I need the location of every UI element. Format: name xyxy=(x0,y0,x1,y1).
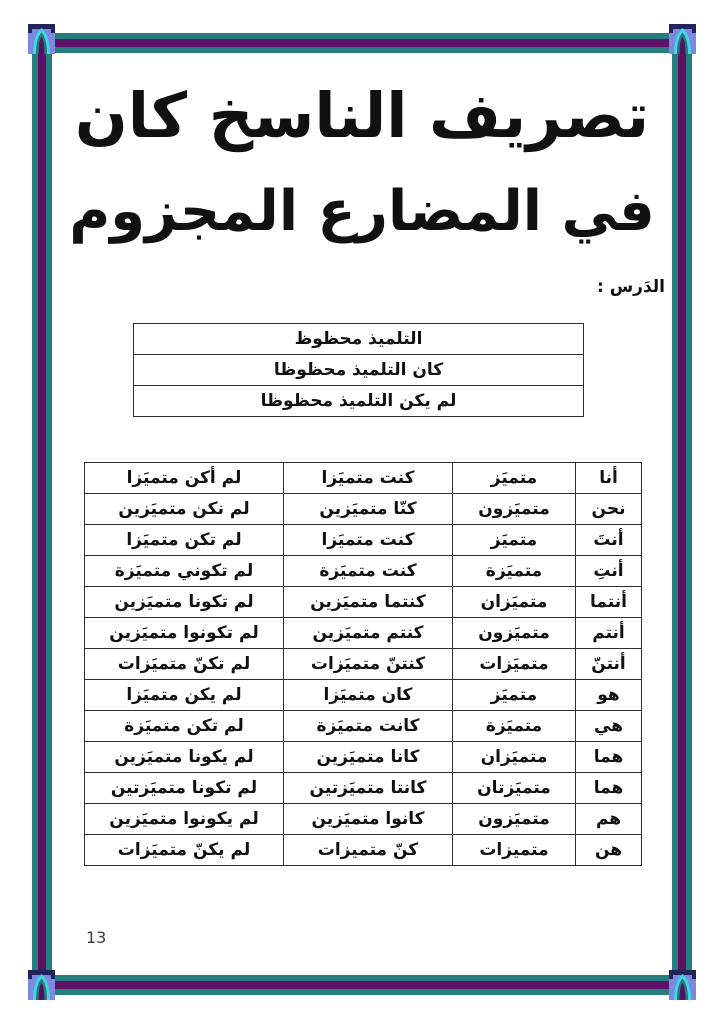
kana-cell: كانت متميَزة xyxy=(284,711,453,742)
kana-cell: كنتما متميَزين xyxy=(284,587,453,618)
pronoun-cell: أنتنّ xyxy=(576,649,642,680)
adjective-cell: متميَز xyxy=(453,680,576,711)
adjective-cell: متميَز xyxy=(453,463,576,494)
example-cell: كان التلميذ محظوظا xyxy=(134,355,584,386)
jussive-cell: لم تكن متميَزة xyxy=(85,711,284,742)
pronoun-cell: نحن xyxy=(576,494,642,525)
pronoun-cell: أنا xyxy=(576,463,642,494)
pronoun-cell: هي xyxy=(576,711,642,742)
adjective-cell: متميَزون xyxy=(453,494,576,525)
pronoun-cell: هما xyxy=(576,742,642,773)
kana-cell: كانتا متميَزتين xyxy=(284,773,453,804)
adjective-cell: متميَزة xyxy=(453,711,576,742)
table-row xyxy=(85,587,642,618)
page-number: 13 xyxy=(86,928,107,947)
page-title xyxy=(0,66,724,258)
pronoun-cell: هما xyxy=(576,773,642,804)
kana-cell: كنّا متميَزين xyxy=(284,494,453,525)
jussive-cell: لم تكونا متميَزتين xyxy=(85,773,284,804)
jussive-cell: لم نكن متميَزين xyxy=(85,494,284,525)
adjective-cell: متميَزون xyxy=(453,804,576,835)
conjugation-table xyxy=(84,462,642,866)
pronoun-cell: هم xyxy=(576,804,642,835)
kana-cell: كنت متميَزة xyxy=(284,556,453,587)
jussive-cell: لم تكن متميَزا xyxy=(85,525,284,556)
pronoun-cell: أنتِ xyxy=(576,556,642,587)
corner-ornament-icon xyxy=(669,24,696,54)
pronoun-cell: أنتم xyxy=(576,618,642,649)
table-row xyxy=(85,525,642,556)
adjective-cell: متميزات xyxy=(453,835,576,866)
border-band-top xyxy=(54,33,672,53)
kana-cell: كنت متميَزا xyxy=(284,463,453,494)
kana-cell: كانوا متميَزين xyxy=(284,804,453,835)
adjective-cell: متميَزتان xyxy=(453,773,576,804)
jussive-cell: لم يكن متميَزا xyxy=(85,680,284,711)
jussive-cell: لم يكونا متميَزين xyxy=(85,742,284,773)
jussive-cell: لم تكونا متميَزين xyxy=(85,587,284,618)
example-cell: التلميذ محظوظ xyxy=(134,324,584,355)
example-row xyxy=(134,355,584,386)
table-row xyxy=(85,835,642,866)
table-row xyxy=(85,804,642,835)
table-row xyxy=(85,680,642,711)
adjective-cell: متميَزان xyxy=(453,742,576,773)
table-row xyxy=(85,556,642,587)
corner-ornament-icon xyxy=(669,970,696,1000)
pronoun-cell: هن xyxy=(576,835,642,866)
corner-ornament-icon xyxy=(28,24,55,54)
table-row xyxy=(85,618,642,649)
table-row xyxy=(85,463,642,494)
pronoun-cell: هو xyxy=(576,680,642,711)
pronoun-cell: أنتَ xyxy=(576,525,642,556)
kana-cell: كنت متميَزا xyxy=(284,525,453,556)
jussive-cell: لم أكن متميَزا xyxy=(85,463,284,494)
table-row xyxy=(85,773,642,804)
jussive-cell: لم تكونوا متميَزين xyxy=(85,618,284,649)
adjective-cell: متميَزات xyxy=(453,649,576,680)
adjective-cell: متميَز xyxy=(453,525,576,556)
jussive-cell: لم تكوني متميَزة xyxy=(85,556,284,587)
kana-cell: كانا متميَزين xyxy=(284,742,453,773)
title-line-1: تصريف الناسخ كان xyxy=(74,79,650,152)
table-row xyxy=(85,494,642,525)
border-band-bottom xyxy=(54,975,672,995)
example-row xyxy=(134,324,584,355)
table-row xyxy=(85,711,642,742)
corner-ornament-icon xyxy=(28,970,55,1000)
kana-cell: كنتنّ متميَزات xyxy=(284,649,453,680)
example-row xyxy=(134,386,584,417)
kana-cell: كنّ متميزات xyxy=(284,835,453,866)
lesson-label: الدَرس : xyxy=(597,277,665,297)
example-table xyxy=(133,323,584,417)
table-row xyxy=(85,649,642,680)
kana-cell: كنتم متميَزين xyxy=(284,618,453,649)
title-line-2: في المضارع المجزوم xyxy=(69,179,655,244)
jussive-cell: لم تكنّ متميَزات xyxy=(85,649,284,680)
jussive-cell: لم يكونوا متميَزين xyxy=(85,804,284,835)
adjective-cell: متميَزان xyxy=(453,587,576,618)
jussive-cell: لم يكنّ متميَزات xyxy=(85,835,284,866)
adjective-cell: متميَزة xyxy=(453,556,576,587)
adjective-cell: متميَزون xyxy=(453,618,576,649)
pronoun-cell: أنتما xyxy=(576,587,642,618)
kana-cell: كان متميَزا xyxy=(284,680,453,711)
example-cell: لم يكن التلميذ محظوظا xyxy=(134,386,584,417)
table-row xyxy=(85,742,642,773)
